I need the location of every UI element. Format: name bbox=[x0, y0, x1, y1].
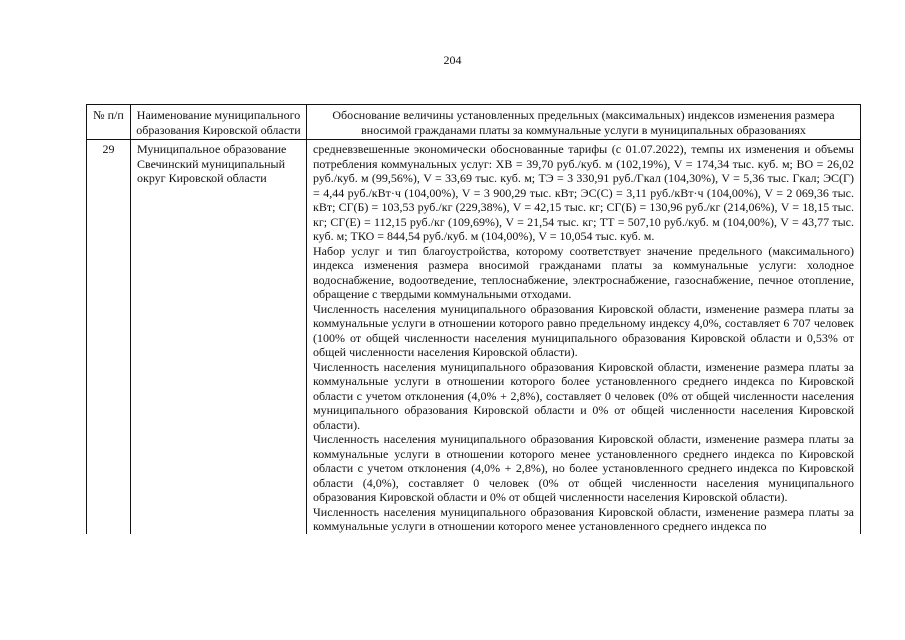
row-justification-cell bbox=[307, 140, 861, 534]
header-number bbox=[87, 105, 131, 140]
population-above-paragraph: Численность населения муниципального образования Кировской области, изменение размера платы за коммунальные услуги в отношении которого более установленного среднего индекса по Кировской области с учетом отклонения (4,0% + 2,8%), составляет 0 человек (0% от общей численности населения муниципального образования Кировской области и 0% от общей численности населения Кировской области). bbox=[313, 359, 854, 432]
row-number-cell bbox=[87, 140, 131, 534]
header-municipality bbox=[131, 105, 307, 140]
row-number: 29 bbox=[102, 142, 115, 156]
table-row bbox=[87, 140, 861, 534]
population-equal-paragraph: Численность населения муниципального образования Кировской области, изменение размера платы за коммунальные услуги в отношении которого равно предельному индексу 4,0%, составляет 6 707 человек (100% от общей численности населения муниципального образования Кировской области и 0,53% от общей численности населения Кировской области). bbox=[313, 301, 854, 359]
header-justification bbox=[307, 105, 861, 140]
population-below-paragraph: Численность населения муниципального образования Кировской области, изменение размера платы за коммунальные услуги в отношении которого менее установленного среднего индекса по bbox=[313, 504, 854, 533]
population-between-paragraph: Численность населения муниципального образования Кировской области, изменение размера платы за коммунальные услуги в отношении которого менее установленного среднего индекса по Кировской области с учетом отклонения (4,0% + 2,8%), но более установленного среднего индекса по Кировской области (4,0%), составляет 0 человек (0% от общей численности населения муниципального образования Кировской области и 0% от общей численности населения Кировской области). bbox=[313, 432, 854, 504]
table-header-row bbox=[87, 105, 861, 140]
header-justification-text: Обоснование величины установленных предельных (максимальных) индексов изменения размера вносимой гражданами платы за коммунальные услуги в муниципальных образованиях bbox=[332, 108, 835, 137]
row-municipality-name: Муниципальное образование Свечинский муниципальный округ Кировской области bbox=[137, 142, 287, 185]
header-number-text: № п/п bbox=[93, 108, 124, 122]
indices-table bbox=[86, 104, 861, 534]
service-set-paragraph: Набор услуг и тип благоустройства, которому соответствует значение предельного (максимального) индекса изменения размера вносимой гражданами платы за коммунальные услуги: холодное водоснабжение, водоотведение, теплоснабжение, электроснабжение, газоснабжение, печное отопление, обращение с твердыми коммунальными отходами. bbox=[313, 243, 854, 301]
page-number: 204 bbox=[443, 53, 462, 67]
tariffs-paragraph: средневзвешенные экономически обоснованные тарифы (с 01.07.2022), темпы их изменения и объемы потребления коммунальных услуг: ХВ = 39,70 руб./куб. м (102,19%), V = 174,34 тыс. куб. м; ВО = 26,02 руб./куб. м (99,56%), V = 33,69 тыс. куб. м; ТЭ = 3 330,91 руб./Гкал (104,30%), V = 5,36 тыс. Гкал; ЭС(Г) = 4,44 руб./кВт·ч (104,00%), V = 3 900,29 тыс. кВт; ЭС(С) = 3,11 руб./кВт·ч (104,00%), V = 2 069,36 тыс. кВт; СГ(Б) = 103,53 руб./кг (229,38%), V = 42,15 тыс. кг; СГ(Б) = 130,96 руб./кг (214,06%), V = 18,15 тыс. кг; СГ(Е) = 112,15 руб./кг (109,69%), V = 21,54 тыс. кг; ТТ = 507,10 руб./куб. м (104,00%), V = 43,77 тыс. куб. м; ТКО = 844,54 руб./куб. м (104,00%), V = 10,054 тыс. куб. м. bbox=[313, 142, 854, 243]
header-municipality-text: Наименование муниципального образования Кировской области bbox=[136, 108, 301, 137]
row-municipality-cell bbox=[131, 140, 307, 534]
